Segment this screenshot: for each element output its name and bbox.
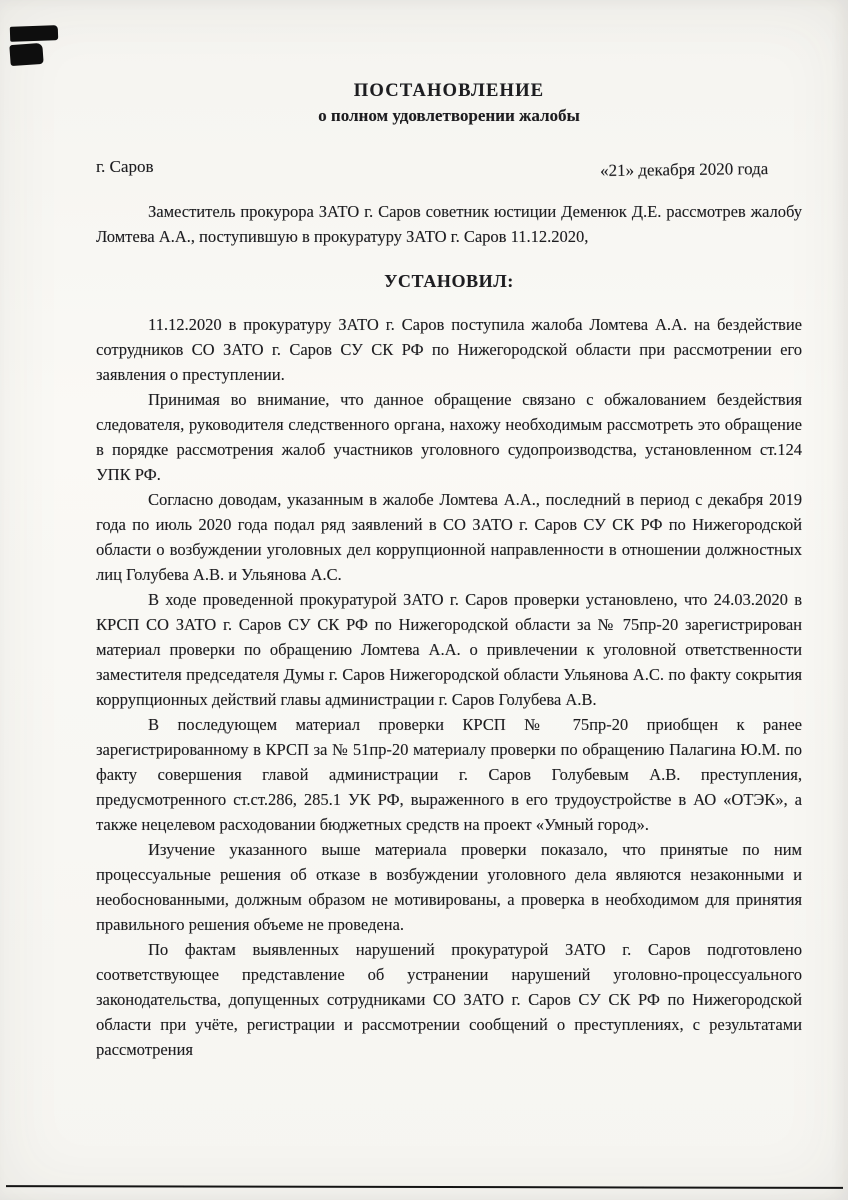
scan-artifact-top-left-2	[9, 43, 43, 66]
document-header	[96, 78, 802, 128]
document-body	[96, 78, 802, 1062]
intro-paragraph: Заместитель прокурора ЗАТО г. Саров советник юстиции Деменюк Д.Е. рассмотрев жалобу Ломтева А.А., поступившую в прокуратуру ЗАТО г. Саров 11.12.2020,	[96, 202, 802, 246]
paragraph-1: 11.12.2020 в прокуратуру ЗАТО г. Саров поступила жалоба Ломтева А.А. на бездействие сотрудников СО ЗАТО г. Саров СУ СК РФ по Нижегородской области при рассмотрении его заявления о преступлении.	[96, 315, 802, 384]
paragraph-5: В последующем материал проверки КРСП № 75пр-20 приобщен к ранее зарегистрированному в КРСП за № 51пр-20 материалу проверки по обращению Палагина Ю.М. по факту совершения главой администрации г. Саров Голубевым А.В. преступления, предусмотренного ст.ст.286, 285.1 УК РФ, выраженного в его трудоустройстве в АО «ОТЭК», а также нецелевом расходовании бюджетных средств на проект «Умный город».	[96, 715, 802, 834]
paragraph-3: Согласно доводам, указанным в жалобе Ломтева А.А., последний в период с декабря 2019 года по июль 2020 года подал ряд заявлений в СО ЗАТО г. Саров СУ СК РФ по Нижегородской области о возбуждении уголовных дел коррупционной направленности в отношении должностных лиц Голубева А.В. и Ульянова А.С.	[96, 490, 802, 584]
paragraph-7: По фактам выявленных нарушений прокуратурой ЗАТО г. Саров подготовлено соответствующее представление об устранении нарушений уголовно-процессуального законодательства, допущенных сотрудниками СО ЗАТО г. Саров СУ СК РФ по Нижегородской области при учёте, регистрации и рассмотрении сообщений о преступлениях, с результатами рассмотрения	[96, 940, 802, 1059]
document-title: ПОСТАНОВЛЕНИЕ	[353, 81, 545, 101]
paragraph-6: Изучение указанного выше материала проверки показало, что принятые по ним процессуальные решения об отказе в возбуждении уголовного дела являются незаконными и необоснованными, должным образом не мотивированы, а проверка в необходимом для принятия правильного решения объеме не проведена.	[96, 840, 802, 934]
document-subtitle: о полном удовлетворении жалобы	[318, 106, 580, 125]
place-date-row	[96, 154, 802, 179]
paragraph-4: В ходе проведенной прокуратурой ЗАТО г. Саров проверки установлено, что 24.03.2020 в КРСП СО ЗАТО г. Саров СУ СК РФ по Нижегородской области за № 75пр-20 зарегистрирован материал проверки по обращению Ломтева А.А. о привлечении к уголовной ответственности заместителя председателя Думы г. Саров Нижегородской области Ульянова А.С. по факту сокрытия коррупционных действий главы администрации г. Саров Голубева А.В.	[96, 590, 802, 709]
paragraph-2: Принимая во внимание, что данное обращение связано с обжалованием бездействия следователя, руководителя следственного органа, нахожу необходимым рассмотреть это обращение в порядке рассмотрения жалоб участников уголовного судопроизводства, установленном ст.124 УПК РФ.	[96, 390, 802, 484]
resolved-heading: УСТАНОВИЛ:	[384, 271, 514, 291]
scan-artifact-bottom-edge-line	[6, 1185, 843, 1189]
document-date: «21» декабря 2020 года	[599, 158, 769, 181]
document-city: г. Саров	[96, 157, 154, 176]
scan-artifact-top-left-1	[10, 25, 58, 42]
